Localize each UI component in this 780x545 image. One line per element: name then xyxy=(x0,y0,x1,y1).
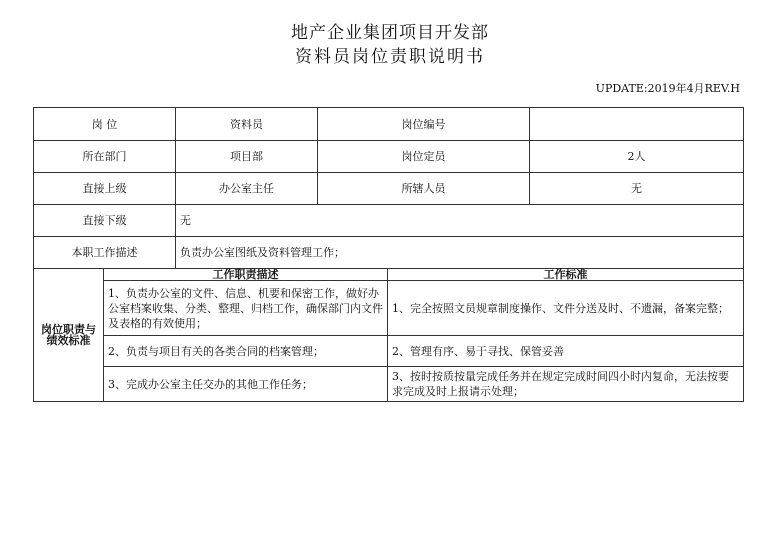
row-department xyxy=(34,141,744,173)
code-value xyxy=(530,108,744,141)
document-title: 地产企业集团项目开发部 xyxy=(291,23,489,43)
table-row xyxy=(34,281,744,336)
duties-header-row xyxy=(34,269,744,281)
row-summary xyxy=(34,237,744,269)
dept-value: 项目部 xyxy=(176,141,318,173)
standard-column-header: 工作标准 xyxy=(388,269,744,281)
subordinate-label: 直接下级 xyxy=(34,205,176,237)
position-value: 资料员 xyxy=(176,108,318,141)
subordinate-value: 无 xyxy=(176,205,744,237)
quota-value: 2人 xyxy=(530,141,744,173)
job-description-table xyxy=(33,107,744,402)
superior-label: 直接上级 xyxy=(34,173,176,205)
document-subtitle: 资料员岗位责职说明书 xyxy=(295,47,485,67)
table-row xyxy=(34,336,744,367)
standard-item: 3、按时按质按量完成任务并在规定完成时间四小时内复命，无法按要求完成及时上报请示处理； xyxy=(388,367,744,402)
standard-item: 2、管理有序、易于寻找、保管妥善 xyxy=(388,336,744,367)
table-row xyxy=(34,367,744,402)
update-revision: UPDATE:2019年4月REV.H xyxy=(595,82,740,95)
standard-item: 1、完全按照文员规章制度操作、文件分送及时、不遗漏，备案完整； xyxy=(388,281,744,336)
code-label: 岗位编号 xyxy=(318,108,530,141)
quota-label: 岗位定员 xyxy=(318,141,530,173)
dept-label: 所在部门 xyxy=(34,141,176,173)
row-superior xyxy=(34,173,744,205)
duty-item: 2、负责与项目有关的各类合同的档案管理； xyxy=(104,336,388,367)
row-subordinate xyxy=(34,205,744,237)
duty-item: 1、负责办公室的文件、信息、机要和保密工作，做好办公室档案收集、分类、整理、归档工作，确保部门内文件及表格的有效使用； xyxy=(104,281,388,336)
row-position xyxy=(34,108,744,141)
summary-label: 本职工作描述 xyxy=(34,237,176,269)
duty-column-header: 工作职责描述 xyxy=(104,269,388,281)
subordinate-count-value: 无 xyxy=(530,173,744,205)
superior-value: 办公室主任 xyxy=(176,173,318,205)
duties-section-label: 岗位职责与绩效标准 xyxy=(34,269,104,402)
summary-value: 负责办公室图纸及资料管理工作； xyxy=(176,237,744,269)
position-label: 岗 位 xyxy=(34,108,176,141)
duty-item: 3、完成办公室主任交办的其他工作任务； xyxy=(104,367,388,402)
subordinate-count-label: 所辖人员 xyxy=(318,173,530,205)
